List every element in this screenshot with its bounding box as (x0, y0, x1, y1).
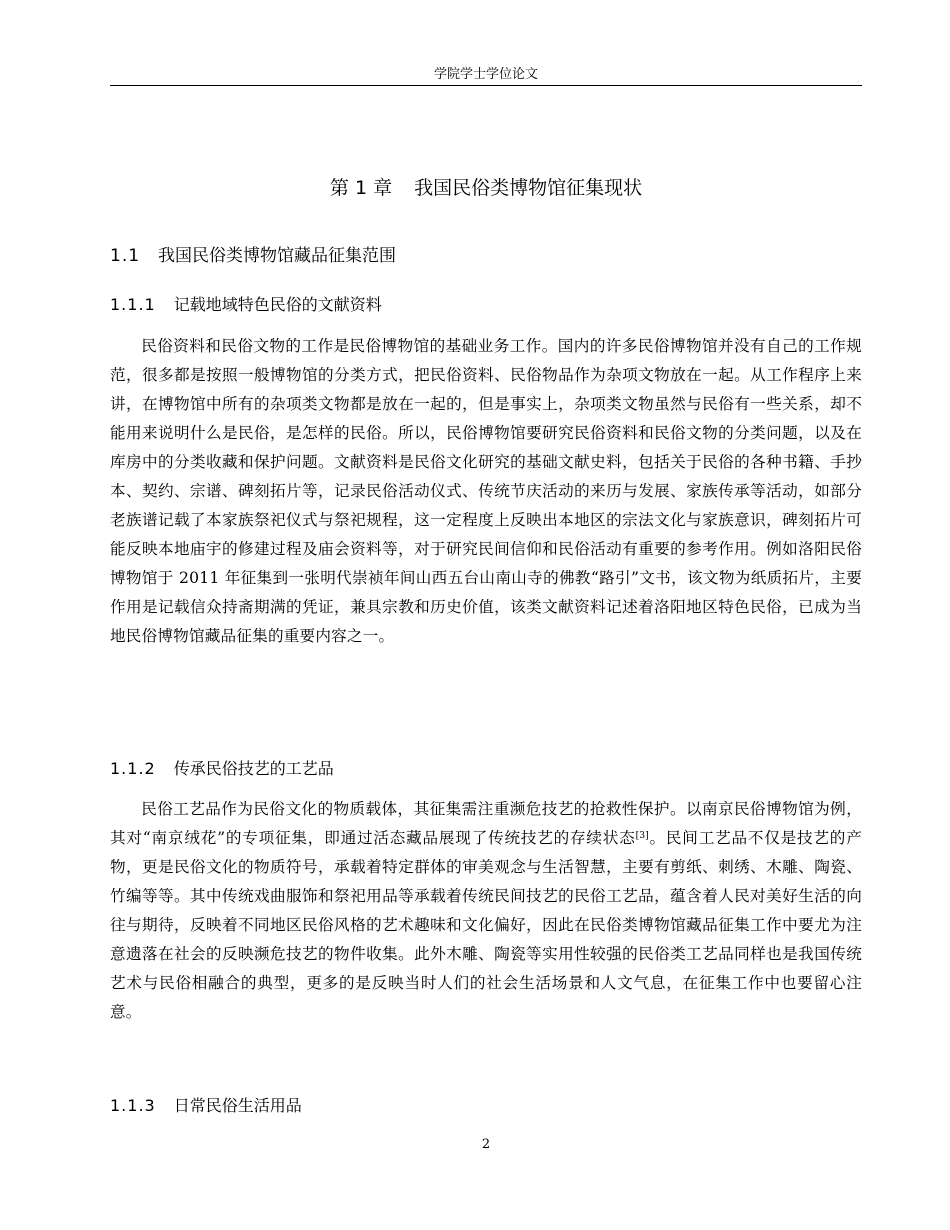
section-number: 1.1 (110, 246, 141, 266)
running-header: 学院学士学位论文 (433, 67, 538, 82)
chapter-title: 我国民俗类博物馆征集现状 (414, 177, 643, 199)
body-text-part-2: 。民间工艺品不仅是技艺的产物，更是民俗文化的物质符号，承载着特定群体的审美观念与生活智慧，主要有剪纸、刺绣、木雕、陶瓷、竹编等等。其中传统戏曲服饰和祭祀用品等承载着传统民间技艺的民俗工艺品，蕴含着人民对美好生活的向往与期待，反映着不同地区民俗风格的艺术趣味和文化偏好，因此在民俗类博物馆藏品征集工作中要尤为注意遗落在社会的反映濒危技艺的物件收集。此外木雕、陶瓷等实用性较强的民俗类工艺品同样也是我国传统艺术与民俗相融合的典型，更多的是反映当时人们的社会生活场景和人文气息，在征集工作中也要留心注意。 (110, 829, 862, 1021)
page-number: 2 (481, 1137, 491, 1152)
subsection-heading-1-1-3 (110, 1094, 302, 1118)
body-paragraph-1-1-1: 民俗资料和民俗文物的工作是民俗博物馆的基础业务工作。国内的许多民俗博物馆并没有自己的工作规范，很多都是按照一般博物馆的分类方式，把民俗资料、民俗物品作为杂项文物放在一起。从工作程序上来讲，在博物馆中所有的杂项类文物都是放在一起的，但是事实上，杂项类文物虽然与民俗有一些关系，却不能用来说明什么是民俗，是怎样的民俗。所以，民俗博物馆要研究民俗资料和民俗文物的分类问题，以及在库房中的分类收藏和保护问题。文献资料是民俗文化研究的基础文献史料，包括关于民俗的各种书籍、手抄本、契约、宗谱、碑刻拓片等，记录民俗活动仪式、传统节庆活动的来历与发展、家族传承等活动，如部分老族谱记载了本家族祭祀仪式与祭祀规程，这一定程度上反映出本地区的宗法文化与家族意识，碑刻拓片可能反映本地庙宇的修建过程及庙会资料等，对于研究民间信仰和民俗活动有重要的参考作用。例如洛阳民俗博物馆于 2011 年征集到一张明代崇祯年间山西五台山南山寺的佛教“路引”文书，该文物为纸质拓片，主要作用是记载信众持斋期满的凭证，兼具宗教和历史价值，该类文献资料记述着洛阳地区特色民俗，已成为当地民俗博物馆藏品征集的重要内容之一。 (110, 337, 862, 645)
subsection-title: 记载地域特色民俗的文献资料 (173, 295, 382, 314)
subsection-heading-1-1-2 (110, 757, 334, 781)
subsection-title: 日常民俗生活用品 (173, 1096, 302, 1115)
chapter-heading (110, 175, 862, 201)
subsection-number: 1.1.2 (110, 759, 156, 778)
chapter-number: 第 1 章 (329, 177, 393, 199)
subsection-number: 1.1.1 (110, 295, 156, 314)
body-paragraph-1-1-2 (110, 795, 862, 1027)
subsection-heading-1-1-1 (110, 293, 382, 317)
body-text-part-1: 民俗工艺品作为民俗文化的物质载体，其征集需注重濒危技艺的抢救性保护。以南京民俗博物馆为例，其对“南京绒花”的专项征集，即通过活态藏品展现了传统技艺的存续状态 (110, 800, 862, 847)
section-heading-1-1 (110, 244, 396, 268)
subsection-title: 传承民俗技艺的工艺品 (173, 759, 334, 778)
subsection-number: 1.1.3 (110, 1096, 156, 1115)
section-title: 我国民俗类博物馆藏品征集范围 (158, 246, 397, 266)
citation-ref[interactable]: [3] (635, 831, 649, 841)
header-rule (110, 85, 862, 86)
